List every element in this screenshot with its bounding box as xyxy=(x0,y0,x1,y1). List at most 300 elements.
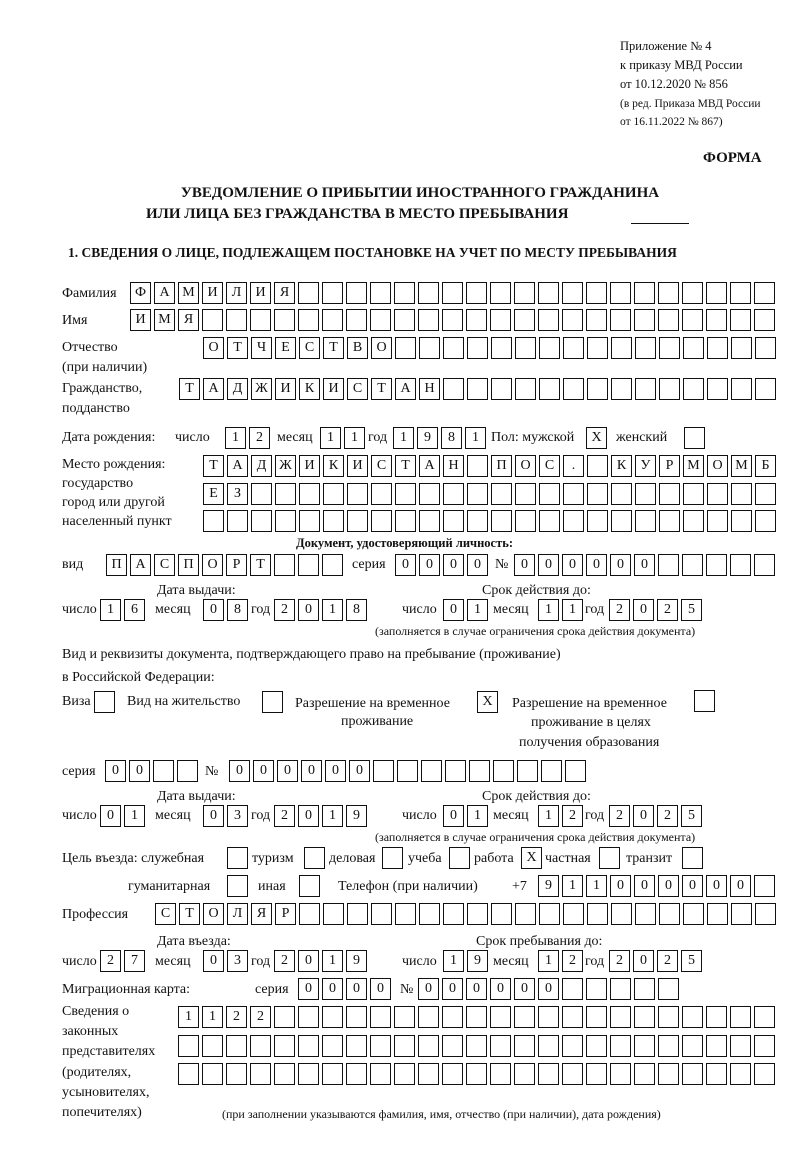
cell[interactable] xyxy=(731,378,752,400)
cell[interactable] xyxy=(443,903,464,925)
cell[interactable] xyxy=(538,1006,559,1028)
cell[interactable] xyxy=(586,1063,607,1085)
id-valid-day-field[interactable] xyxy=(443,599,488,621)
visa-checkbox[interactable] xyxy=(94,691,115,713)
cell[interactable] xyxy=(491,510,512,532)
cell[interactable] xyxy=(587,455,608,477)
cell[interactable] xyxy=(449,847,470,869)
sex-male-checkbox[interactable] xyxy=(586,427,607,449)
cell[interactable] xyxy=(683,378,704,400)
cell[interactable] xyxy=(467,903,488,925)
cell[interactable]: М xyxy=(178,282,199,304)
cell[interactable]: Т xyxy=(203,455,224,477)
cell[interactable] xyxy=(541,760,562,782)
cell[interactable] xyxy=(611,483,632,505)
cell[interactable] xyxy=(418,1006,439,1028)
representatives-row-3[interactable] xyxy=(178,1063,775,1085)
cell[interactable]: 2 xyxy=(250,1006,271,1028)
cell[interactable]: 1 xyxy=(322,599,343,621)
cell[interactable]: 2 xyxy=(249,427,270,449)
cell[interactable] xyxy=(635,378,656,400)
cell[interactable] xyxy=(274,554,295,576)
cell[interactable]: 1 xyxy=(202,1006,223,1028)
temp-residence-checkbox[interactable] xyxy=(477,691,498,713)
cell[interactable] xyxy=(755,510,776,532)
cell[interactable] xyxy=(562,282,583,304)
cell[interactable] xyxy=(635,337,656,359)
cell[interactable] xyxy=(754,282,775,304)
cell[interactable] xyxy=(202,309,223,331)
cell[interactable] xyxy=(466,1006,487,1028)
cell[interactable] xyxy=(443,378,464,400)
cell[interactable]: 0 xyxy=(419,554,440,576)
cell[interactable] xyxy=(731,483,752,505)
cell[interactable] xyxy=(421,760,442,782)
cell[interactable] xyxy=(730,282,751,304)
surname-field[interactable] xyxy=(130,282,775,304)
stay-issue-month-field[interactable] xyxy=(203,805,248,827)
cell[interactable] xyxy=(683,337,704,359)
stay-valid-month-field[interactable] xyxy=(538,805,583,827)
cell[interactable] xyxy=(251,483,272,505)
cell[interactable]: 0 xyxy=(538,554,559,576)
cell[interactable]: О xyxy=(203,337,224,359)
cell[interactable] xyxy=(634,282,655,304)
cell[interactable] xyxy=(586,1006,607,1028)
cell[interactable] xyxy=(490,1063,511,1085)
cell[interactable] xyxy=(298,554,319,576)
cell[interactable]: З xyxy=(227,483,248,505)
migration-series-field[interactable] xyxy=(298,978,391,1000)
cell[interactable] xyxy=(466,282,487,304)
cell[interactable] xyxy=(226,309,247,331)
cell[interactable] xyxy=(371,903,392,925)
cell[interactable] xyxy=(562,1006,583,1028)
entry-day-field[interactable] xyxy=(100,950,145,972)
cell[interactable] xyxy=(491,903,512,925)
cell[interactable] xyxy=(684,427,705,449)
cell[interactable]: 1 xyxy=(344,427,365,449)
cell[interactable] xyxy=(659,483,680,505)
profession-field[interactable] xyxy=(155,903,776,925)
cell[interactable] xyxy=(586,309,607,331)
cell[interactable]: 0 xyxy=(325,760,346,782)
purpose-work-checkbox[interactable] xyxy=(521,847,542,869)
cell[interactable] xyxy=(587,483,608,505)
cell[interactable]: 1 xyxy=(538,599,559,621)
cell[interactable] xyxy=(706,1006,727,1028)
cell[interactable] xyxy=(755,337,776,359)
cell[interactable] xyxy=(539,903,560,925)
cell[interactable] xyxy=(177,760,198,782)
cell[interactable] xyxy=(274,1006,295,1028)
cell[interactable]: 5 xyxy=(681,599,702,621)
cell[interactable]: М xyxy=(683,455,704,477)
cell[interactable] xyxy=(373,760,394,782)
cell[interactable] xyxy=(562,978,583,1000)
cell[interactable]: 0 xyxy=(658,875,679,897)
cell[interactable]: Н xyxy=(419,378,440,400)
cell[interactable] xyxy=(562,1063,583,1085)
cell[interactable] xyxy=(563,378,584,400)
cell[interactable] xyxy=(563,483,584,505)
purpose-other-checkbox[interactable] xyxy=(299,875,320,897)
place-type-blank[interactable] xyxy=(631,208,689,224)
cell[interactable] xyxy=(250,1035,271,1057)
cell[interactable] xyxy=(563,903,584,925)
cell[interactable] xyxy=(203,510,224,532)
id-issue-day-field[interactable] xyxy=(100,599,145,621)
cell[interactable]: В xyxy=(347,337,368,359)
cell[interactable]: С xyxy=(155,903,176,925)
cell[interactable] xyxy=(754,554,775,576)
cell[interactable] xyxy=(322,282,343,304)
cell[interactable] xyxy=(730,1063,751,1085)
cell[interactable]: Т xyxy=(371,378,392,400)
cell[interactable]: Т xyxy=(395,455,416,477)
cell[interactable] xyxy=(419,483,440,505)
cell[interactable] xyxy=(683,510,704,532)
cell[interactable] xyxy=(658,554,679,576)
cell[interactable]: 6 xyxy=(124,599,145,621)
cell[interactable] xyxy=(635,903,656,925)
cell[interactable]: 0 xyxy=(514,554,535,576)
cell[interactable] xyxy=(587,510,608,532)
cell[interactable] xyxy=(466,1035,487,1057)
cell[interactable] xyxy=(442,282,463,304)
cell[interactable] xyxy=(323,483,344,505)
cell[interactable] xyxy=(418,1035,439,1057)
cell[interactable] xyxy=(491,378,512,400)
cell[interactable]: 0 xyxy=(538,978,559,1000)
cell[interactable] xyxy=(611,510,632,532)
cell[interactable] xyxy=(397,760,418,782)
purpose-business-checkbox[interactable] xyxy=(382,847,403,869)
cell[interactable] xyxy=(371,510,392,532)
cell[interactable] xyxy=(563,510,584,532)
id-series-field[interactable] xyxy=(395,554,488,576)
cell[interactable] xyxy=(153,760,174,782)
cell[interactable]: О xyxy=(202,554,223,576)
cell[interactable] xyxy=(754,1006,775,1028)
stay-number-field[interactable] xyxy=(229,760,586,782)
cell[interactable] xyxy=(227,510,248,532)
cell[interactable]: 0 xyxy=(633,805,654,827)
cell[interactable] xyxy=(298,1063,319,1085)
cell[interactable] xyxy=(298,1035,319,1057)
dob-year-field[interactable] xyxy=(393,427,486,449)
cell[interactable]: Л xyxy=(227,903,248,925)
cell[interactable]: 1 xyxy=(538,950,559,972)
birthplace-row-3[interactable] xyxy=(203,510,776,532)
cell[interactable] xyxy=(730,1006,751,1028)
cell[interactable] xyxy=(299,483,320,505)
cell[interactable]: Я xyxy=(178,309,199,331)
cell[interactable] xyxy=(493,760,514,782)
cell[interactable] xyxy=(538,282,559,304)
cell[interactable] xyxy=(683,483,704,505)
cell[interactable]: 1 xyxy=(467,805,488,827)
cell[interactable]: Б xyxy=(755,455,776,477)
cell[interactable] xyxy=(659,903,680,925)
cell[interactable] xyxy=(370,1006,391,1028)
cell[interactable] xyxy=(346,1035,367,1057)
cell[interactable]: 2 xyxy=(562,805,583,827)
cell[interactable]: С xyxy=(154,554,175,576)
cell[interactable]: 0 xyxy=(634,554,655,576)
cell[interactable] xyxy=(395,510,416,532)
cell[interactable]: 8 xyxy=(227,599,248,621)
cell[interactable] xyxy=(514,282,535,304)
cell[interactable]: 5 xyxy=(681,950,702,972)
cell[interactable] xyxy=(94,691,115,713)
cell[interactable] xyxy=(514,1006,535,1028)
edu-residence-checkbox[interactable] xyxy=(694,690,715,712)
until-month-field[interactable] xyxy=(538,950,583,972)
cell[interactable]: О xyxy=(515,455,536,477)
cell[interactable]: И xyxy=(323,378,344,400)
cell[interactable]: М xyxy=(731,455,752,477)
cell[interactable]: И xyxy=(347,455,368,477)
cell[interactable] xyxy=(707,378,728,400)
purpose-official-checkbox[interactable] xyxy=(227,847,248,869)
cell[interactable] xyxy=(682,554,703,576)
cell[interactable] xyxy=(562,1035,583,1057)
cell[interactable]: Т xyxy=(227,337,248,359)
cell[interactable] xyxy=(467,510,488,532)
cell[interactable]: И xyxy=(299,455,320,477)
cell[interactable]: 1 xyxy=(586,875,607,897)
cell[interactable]: 1 xyxy=(538,805,559,827)
cell[interactable]: X xyxy=(477,691,498,713)
cell[interactable]: А xyxy=(419,455,440,477)
cell[interactable]: 2 xyxy=(657,805,678,827)
cell[interactable] xyxy=(418,282,439,304)
cell[interactable]: А xyxy=(203,378,224,400)
cell[interactable] xyxy=(694,690,715,712)
cell[interactable] xyxy=(515,483,536,505)
cell[interactable] xyxy=(538,1035,559,1057)
cell[interactable]: 0 xyxy=(129,760,150,782)
purpose-private-checkbox[interactable] xyxy=(599,847,620,869)
cell[interactable] xyxy=(731,903,752,925)
cell[interactable] xyxy=(658,1006,679,1028)
cell[interactable] xyxy=(347,483,368,505)
cell[interactable] xyxy=(707,483,728,505)
cell[interactable] xyxy=(514,1035,535,1057)
cell[interactable] xyxy=(683,903,704,925)
cell[interactable] xyxy=(754,875,775,897)
cell[interactable] xyxy=(587,903,608,925)
cell[interactable]: А xyxy=(130,554,151,576)
cell[interactable]: 9 xyxy=(538,875,559,897)
cell[interactable] xyxy=(658,1063,679,1085)
cell[interactable] xyxy=(706,309,727,331)
cell[interactable] xyxy=(517,760,538,782)
cell[interactable] xyxy=(227,875,248,897)
cell[interactable]: К xyxy=(611,455,632,477)
cell[interactable] xyxy=(635,483,656,505)
cell[interactable]: 0 xyxy=(277,760,298,782)
cell[interactable]: 1 xyxy=(320,427,341,449)
cell[interactable]: Е xyxy=(203,483,224,505)
cell[interactable] xyxy=(466,309,487,331)
cell[interactable]: 0 xyxy=(298,950,319,972)
residence-permit-checkbox[interactable] xyxy=(262,691,283,713)
cell[interactable] xyxy=(755,483,776,505)
cell[interactable]: 0 xyxy=(253,760,274,782)
cell[interactable]: 0 xyxy=(562,554,583,576)
cell[interactable]: С xyxy=(299,337,320,359)
cell[interactable] xyxy=(275,510,296,532)
cell[interactable] xyxy=(371,483,392,505)
cell[interactable] xyxy=(442,1063,463,1085)
cell[interactable] xyxy=(394,1035,415,1057)
cell[interactable] xyxy=(442,309,463,331)
cell[interactable] xyxy=(490,1035,511,1057)
cell[interactable] xyxy=(611,378,632,400)
cell[interactable] xyxy=(370,1035,391,1057)
cell[interactable] xyxy=(469,760,490,782)
cell[interactable] xyxy=(490,309,511,331)
cell[interactable]: 2 xyxy=(657,950,678,972)
cell[interactable] xyxy=(611,337,632,359)
cell[interactable]: П xyxy=(106,554,127,576)
cell[interactable] xyxy=(226,1035,247,1057)
cell[interactable]: 0 xyxy=(442,978,463,1000)
cell[interactable]: 3 xyxy=(227,805,248,827)
id-issue-year-field[interactable] xyxy=(274,599,367,621)
cell[interactable] xyxy=(658,1035,679,1057)
cell[interactable] xyxy=(262,691,283,713)
cell[interactable] xyxy=(515,510,536,532)
phone-field[interactable] xyxy=(538,875,775,897)
cell[interactable] xyxy=(514,1063,535,1085)
cell[interactable] xyxy=(682,1035,703,1057)
cell[interactable]: Я xyxy=(274,282,295,304)
cell[interactable] xyxy=(682,1006,703,1028)
cell[interactable] xyxy=(466,1063,487,1085)
cell[interactable]: 0 xyxy=(229,760,250,782)
cell[interactable] xyxy=(445,760,466,782)
cell[interactable] xyxy=(682,309,703,331)
cell[interactable] xyxy=(586,1035,607,1057)
cell[interactable]: 0 xyxy=(466,978,487,1000)
cell[interactable]: А xyxy=(395,378,416,400)
cell[interactable]: 1 xyxy=(443,950,464,972)
cell[interactable] xyxy=(586,978,607,1000)
cell[interactable] xyxy=(442,1006,463,1028)
cell[interactable]: О xyxy=(203,903,224,925)
cell[interactable]: И xyxy=(275,378,296,400)
cell[interactable]: С xyxy=(347,378,368,400)
cell[interactable] xyxy=(250,1063,271,1085)
cell[interactable] xyxy=(346,282,367,304)
cell[interactable] xyxy=(467,378,488,400)
cell[interactable]: Т xyxy=(250,554,271,576)
cell[interactable] xyxy=(394,309,415,331)
cell[interactable]: 1 xyxy=(562,599,583,621)
cell[interactable] xyxy=(347,510,368,532)
cell[interactable]: М xyxy=(154,309,175,331)
migration-number-field[interactable] xyxy=(418,978,679,1000)
cell[interactable]: 2 xyxy=(657,599,678,621)
cell[interactable] xyxy=(707,337,728,359)
cell[interactable]: У xyxy=(635,455,656,477)
cell[interactable] xyxy=(730,1035,751,1057)
cell[interactable] xyxy=(443,483,464,505)
cell[interactable]: 1 xyxy=(393,427,414,449)
cell[interactable]: К xyxy=(323,455,344,477)
cell[interactable] xyxy=(562,309,583,331)
cell[interactable]: Ж xyxy=(275,455,296,477)
cell[interactable]: Р xyxy=(275,903,296,925)
cell[interactable]: X xyxy=(586,427,607,449)
until-day-field[interactable] xyxy=(443,950,488,972)
cell[interactable] xyxy=(443,510,464,532)
cell[interactable] xyxy=(226,1063,247,1085)
cell[interactable] xyxy=(682,847,703,869)
cell[interactable] xyxy=(419,337,440,359)
birthplace-row-1[interactable] xyxy=(203,455,776,477)
representatives-row-1[interactable] xyxy=(178,1006,775,1028)
birthplace-row-2[interactable] xyxy=(203,483,776,505)
cell[interactable] xyxy=(323,903,344,925)
sex-female-checkbox[interactable] xyxy=(684,427,705,449)
cell[interactable] xyxy=(202,1035,223,1057)
cell[interactable] xyxy=(298,309,319,331)
cell[interactable] xyxy=(491,483,512,505)
cell[interactable] xyxy=(346,1063,367,1085)
cell[interactable] xyxy=(706,554,727,576)
cell[interactable]: Е xyxy=(275,337,296,359)
cell[interactable] xyxy=(304,847,325,869)
cell[interactable] xyxy=(658,309,679,331)
cell[interactable]: 0 xyxy=(298,978,319,1000)
cell[interactable]: 0 xyxy=(633,599,654,621)
cell[interactable]: С xyxy=(371,455,392,477)
cell[interactable]: 2 xyxy=(274,805,295,827)
cell[interactable] xyxy=(755,378,776,400)
cell[interactable]: 9 xyxy=(346,950,367,972)
cell[interactable]: А xyxy=(227,455,248,477)
cell[interactable] xyxy=(706,1035,727,1057)
cell[interactable] xyxy=(514,309,535,331)
cell[interactable]: А xyxy=(154,282,175,304)
cell[interactable] xyxy=(539,378,560,400)
cell[interactable]: 2 xyxy=(226,1006,247,1028)
purpose-humanitarian-checkbox[interactable] xyxy=(227,875,248,897)
cell[interactable] xyxy=(682,282,703,304)
dob-month-field[interactable] xyxy=(320,427,365,449)
cell[interactable] xyxy=(587,337,608,359)
cell[interactable]: 0 xyxy=(370,978,391,1000)
cell[interactable] xyxy=(442,1035,463,1057)
cell[interactable] xyxy=(370,309,391,331)
cell[interactable]: Ф xyxy=(130,282,151,304)
cell[interactable] xyxy=(659,337,680,359)
cell[interactable] xyxy=(731,337,752,359)
id-number-field[interactable] xyxy=(514,554,775,576)
stay-valid-year-field[interactable] xyxy=(609,805,702,827)
cell[interactable]: 9 xyxy=(417,427,438,449)
cell[interactable] xyxy=(539,510,560,532)
patronymic-field[interactable] xyxy=(203,337,776,359)
cell[interactable]: Т xyxy=(179,903,200,925)
cell[interactable] xyxy=(370,282,391,304)
cell[interactable]: 1 xyxy=(322,805,343,827)
cell[interactable]: И xyxy=(202,282,223,304)
